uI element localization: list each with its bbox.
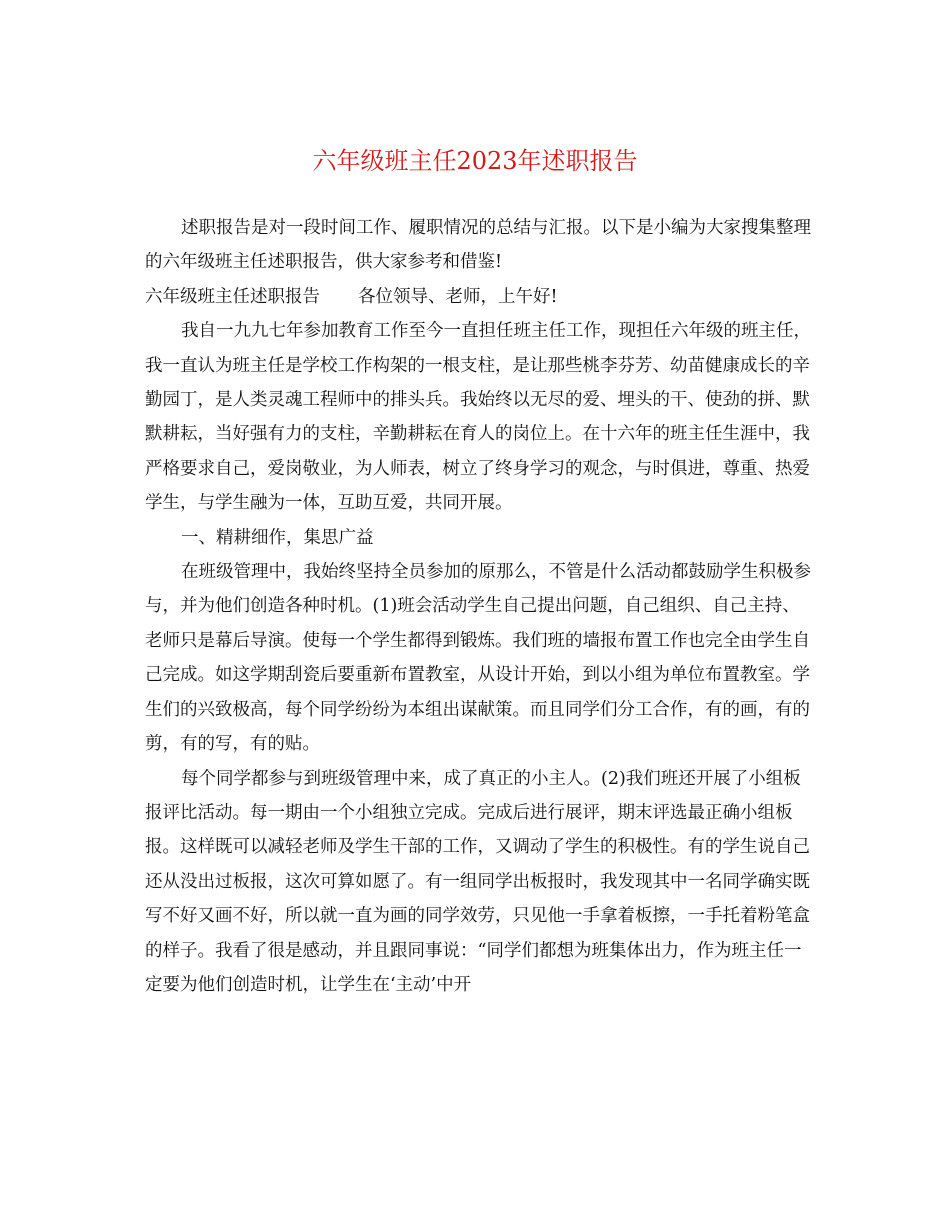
paragraph-board-competition: 每个同学都参与到班级管理中来，成了真正的小主人。(2)我们班还开展了小组板报评比活动。每一期由一个小组独立完成。完成后进行展评，期末评选最正确小组板报。这样既可以减轻老师及学生干部的工作，又调动了学生的积极性。有的学生说自己还从没出过板报，这次可算如愿了。有一组同学出板报时，我发现其中一名同学确实既写不好又画不好，所以就一直为画的同学效劳，只见他一手拿着板擦，一手托着粉笔盒的样子。我看了很是感动，并且跟同事说：“同学们都想为班集体出力，作为班主任一定要为他们创造时机，让学生在‘主动’中开 (145, 768, 810, 995)
section-heading-1: 一、精耕细作，集思广益 (181, 527, 374, 548)
paragraph-class-management: 在班级管理中，我始终坚持全员参加的原那么，不管是什么活动都鼓励学生积极参与，并为他们创造各种时机。(1)班会活动学生自己提出问题，自己组织、自己主持、老师只是幕后导演。使每一个学生都得到锻炼。我们班的墙报布置工作也完全由学生自己完成。如这学期刮瓷后要重新布置教室，从设计开始，到以小组为单位布置教室。学生们的兴致极高，每个同学纷纷为本组出谋献策。而且同学们分工合作，有的画，有的剪，有的写，有的贴。 (145, 562, 811, 755)
paragraph-intro: 述职报告是对一段时间工作、履职情况的总结与汇报。以下是小编为大家搜集整理的六年级班主任述职报告，供大家参考和借鉴! (145, 218, 811, 273)
paragraph-career: 我自一九九七年参加教育工作至今一直担任班主任工作，现担任六年级的班主任，我一直认为班主任是学校工作构架的一根支柱，是让那些桃李芬芳、幼苗健康成长的辛勤园丁，是人类灵魂工程师中的排头兵。我始终以无尽的爱、埋头的干、使劲的拼、默默耕耘，当好强有力的支柱，辛勤耕耘在育人的岗位上。在十六年的班主任生涯中，我严格要求自己，爱岗敬业，为人师表，树立了终身学习的观念，与时俱进，尊重、热爱学生，与学生融为一体，互助互爱，共同开展。 (145, 321, 811, 514)
report-heading: 六年级班主任述职报告 (145, 286, 320, 307)
greeting-text: 各位领导、老师，上午好! (358, 286, 558, 307)
document-title: 六年级班主任2023年述职报告 (312, 147, 638, 175)
document-body (145, 211, 815, 1002)
paragraph-greeting-line (145, 280, 815, 314)
